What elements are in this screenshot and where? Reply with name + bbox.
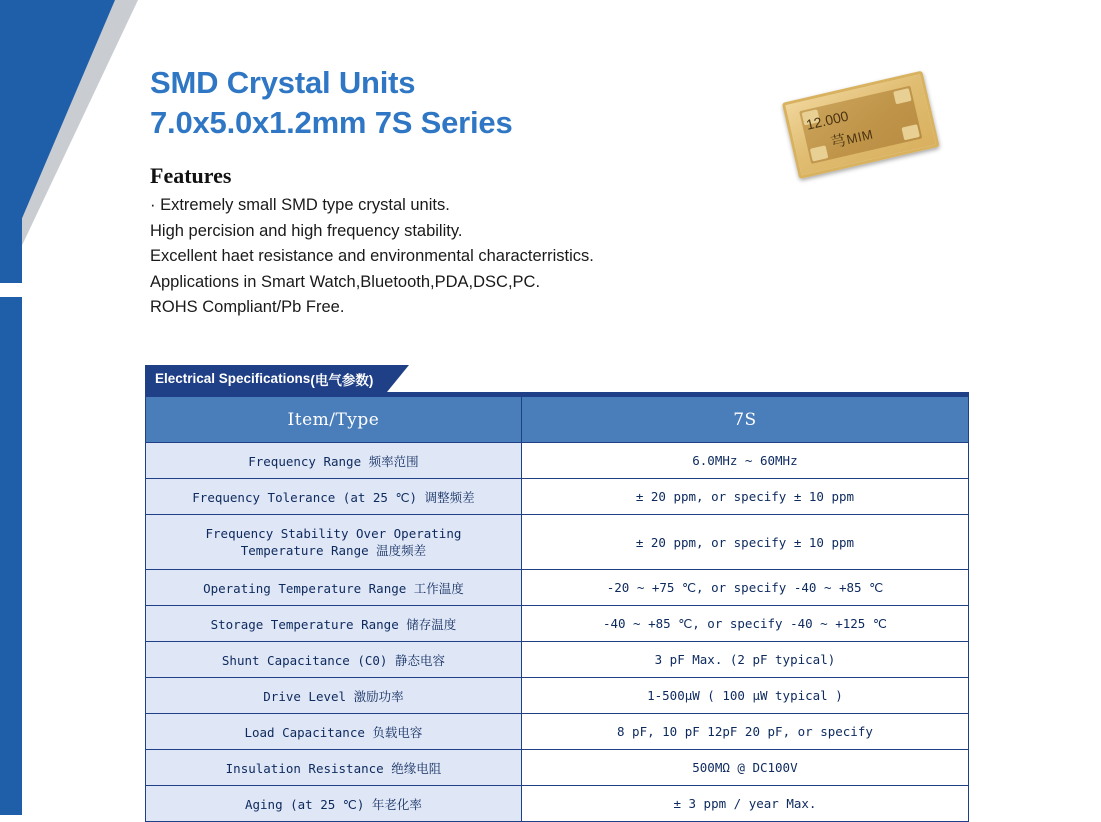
features-heading: Features [150, 163, 232, 188]
spec-item-value: ± 20 ppm, or specify ± 10 ppm [521, 479, 968, 515]
table-row [146, 750, 969, 786]
page-edge-notch [0, 283, 22, 297]
page-title [150, 63, 1080, 143]
table-row [146, 443, 969, 479]
spec-item-value: 8 pF, 10 pF 12pF 20 pF, or specify [521, 714, 968, 750]
feature-item: Applications in Smart Watch,Bluetooth,PDA,DSC,PC. [150, 272, 541, 291]
spec-banner-label-en: Electrical Specifications [155, 371, 311, 386]
spec-item-value: 500MΩ @ DC100V [521, 750, 968, 786]
spec-item-value: 6.0MHz ~ 60MHz [521, 443, 968, 479]
features-list [150, 193, 1080, 321]
column-header-7s: 7S [521, 397, 968, 443]
spec-banner-tail [387, 365, 409, 392]
feature-item: · Extremely small SMD type crystal units. [150, 196, 450, 214]
spec-item-label: Insulation Resistance 绝缘电阻 [146, 750, 522, 786]
spec-item-value: ± 3 ppm / year Max. [521, 786, 968, 822]
page-edge-blue-lower [0, 297, 22, 815]
feature-item: High percision and high frequency stability. [150, 221, 463, 240]
spec-item-value: -40 ~ +85 ℃, or specify -40 ~ +125 ℃ [521, 606, 968, 642]
feature-item: ROHS Compliant/Pb Free. [150, 298, 345, 316]
spec-banner-wrapper [145, 365, 969, 392]
table-header-row [146, 397, 969, 443]
product-brand-marking: MIM [845, 126, 875, 148]
spec-item-value: ± 20 ppm, or specify ± 10 ppm [521, 515, 968, 570]
spec-item-label: Aging (at 25 ℃) 年老化率 [146, 786, 522, 822]
table-body [146, 443, 969, 822]
table-row [146, 714, 969, 750]
spec-banner [145, 365, 387, 392]
table-row [146, 678, 969, 714]
spec-item-label: Load Capacitance 负载电容 [146, 714, 522, 750]
spec-item-value: -20 ~ +75 ℃, or specify -40 ~ +85 ℃ [521, 570, 968, 606]
table-head [146, 397, 969, 443]
page-title-line2: 7.0x5.0x1.2mm 7S Series [150, 105, 513, 140]
spec-item-label: Frequency Tolerance (at 25 ℃) 调整频差 [146, 479, 522, 515]
table-row [146, 786, 969, 822]
spec-item-value: 3 pF Max. (2 pF typical) [521, 642, 968, 678]
feature-item: Excellent haet resistance and environmental characterristics. [150, 247, 594, 265]
spec-item-label: Storage Temperature Range 储存温度 [146, 606, 522, 642]
spec-item-label: Frequency Range 频率范围 [146, 443, 522, 479]
product-frequency-marking: 12.000 [804, 107, 850, 133]
column-header-item-type: Item/Type [146, 397, 522, 443]
spec-item-label: Drive Level 激励功率 [146, 678, 522, 714]
spec-item-label-line2: Temperature Range 温度频差 [240, 543, 427, 558]
spec-item-label: Operating Temperature Range 工作温度 [146, 570, 522, 606]
page-title-line1: SMD Crystal Units [150, 65, 416, 100]
product-brand-mark: 芎 [829, 131, 848, 152]
electrical-specifications-table [145, 396, 969, 822]
spec-item-value: 1-500μW ( 100 μW typical ) [521, 678, 968, 714]
table-row [146, 606, 969, 642]
spec-banner-label-cn: (电气参数) [310, 372, 374, 388]
table-row [146, 570, 969, 606]
spec-item-label: Shunt Capacitance (C0) 静态电容 [146, 642, 522, 678]
spec-item-label [146, 515, 522, 570]
spec-item-label-line1: Frequency Stability Over Operating [205, 526, 462, 541]
document-content [150, 0, 1080, 321]
table-row [146, 479, 969, 515]
table-row [146, 515, 969, 570]
table-row [146, 642, 969, 678]
